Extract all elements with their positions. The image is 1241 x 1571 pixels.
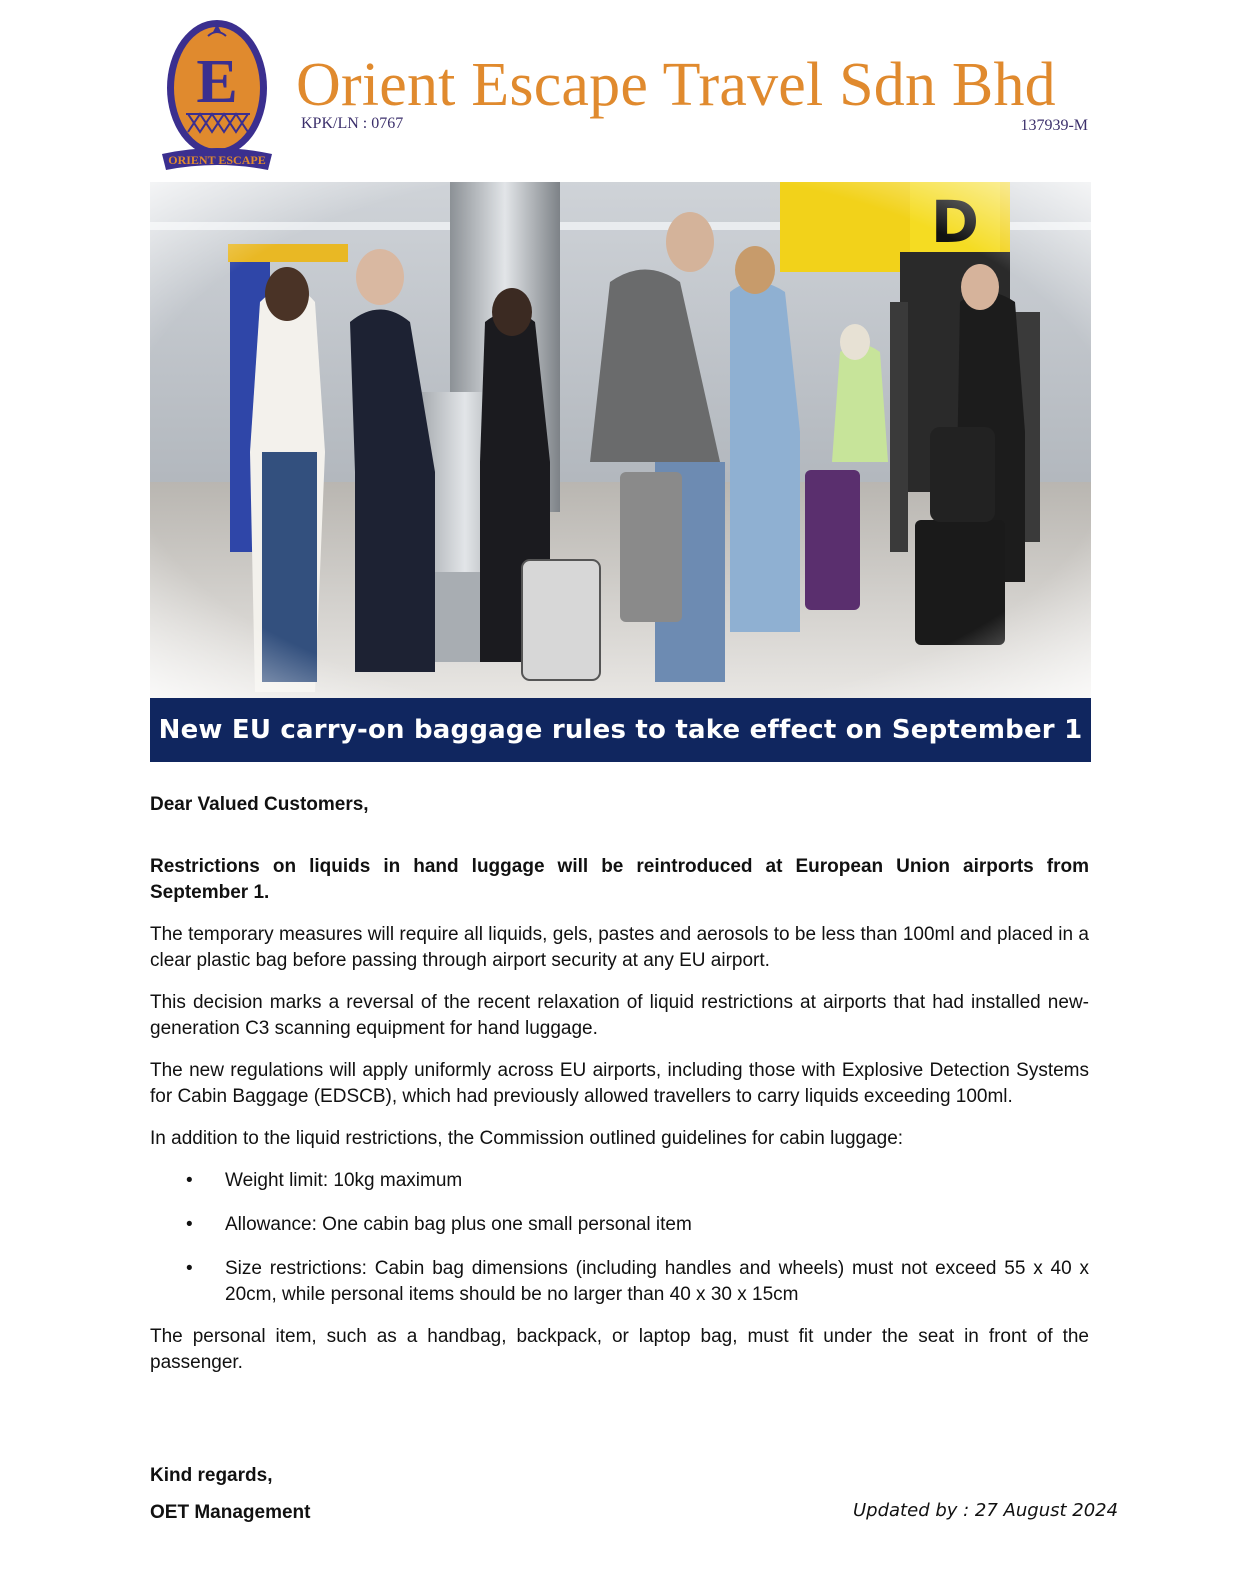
lead-paragraph: Restrictions on liquids in hand luggage will be reintroduced at European Union airports from September 1. xyxy=(150,856,1089,903)
logo-ribbon-text: ORIENT ESCAPE xyxy=(168,153,266,167)
paragraph: This decision marks a reversal of the recent relaxation of liquid restrictions at airports that had installed new-generation C3 scanning equipment for hand luggage. xyxy=(150,992,1089,1039)
list-item xyxy=(150,1256,1089,1308)
greeting: Dear Valued Customers, xyxy=(150,794,369,815)
rule-text: Allowance: One cabin bag plus one small personal item xyxy=(225,1214,692,1235)
company-logo xyxy=(158,14,276,176)
airport-photo xyxy=(150,182,1091,698)
list-item xyxy=(150,1168,1089,1194)
bullet-icon: • xyxy=(186,1170,193,1191)
banner-title: New EU carry-on baggage rules to take effect on September 1 xyxy=(158,715,1083,745)
cabin-luggage-rules xyxy=(150,1168,1089,1308)
rule-text: Weight limit: 10kg maximum xyxy=(225,1170,463,1191)
bullet-icon: • xyxy=(186,1258,193,1279)
paragraph: The temporary measures will require all liquids, gels, pastes and aerosols to be less than 100ml and placed in a clear plastic bag before passing through airport security at any EU airport. xyxy=(150,924,1089,971)
paragraph: The personal item, such as a handbag, backpack, or laptop bag, must fit under the seat in front of the passenger. xyxy=(150,1326,1089,1373)
updated-date: Updated by : 27 August 2024 xyxy=(853,1500,1119,1521)
logo-letter: E xyxy=(196,48,238,116)
registration-number: 137939-M xyxy=(1020,117,1088,134)
title-banner xyxy=(150,698,1091,762)
closing: Kind regards, xyxy=(150,1465,273,1486)
list-item xyxy=(150,1212,1089,1238)
signoff: OET Management xyxy=(150,1502,311,1523)
bullet-icon: • xyxy=(186,1214,193,1235)
letter-body xyxy=(150,792,1089,1376)
rule-text: Size restrictions: Cabin bag dimensions (including handles and wheels) must not exceed 55 x 40 x 20cm, while personal items should be no larger than 40 x 30 x 15cm xyxy=(225,1258,1089,1305)
company-name: Orient Escape Travel Sdn Bhd xyxy=(296,51,1056,119)
paragraph: In addition to the liquid restrictions, the Commission outlined guidelines for cabin luggage: xyxy=(150,1128,904,1149)
paragraph: The new regulations will apply uniformly across EU airports, including those with Explosive Detection Systems for Cabin Baggage (EDSCB), which had previously allowed travellers to carry liquids exceeding 100ml. xyxy=(150,1060,1089,1107)
license-number: KPK/LN : 0767 xyxy=(301,115,404,132)
